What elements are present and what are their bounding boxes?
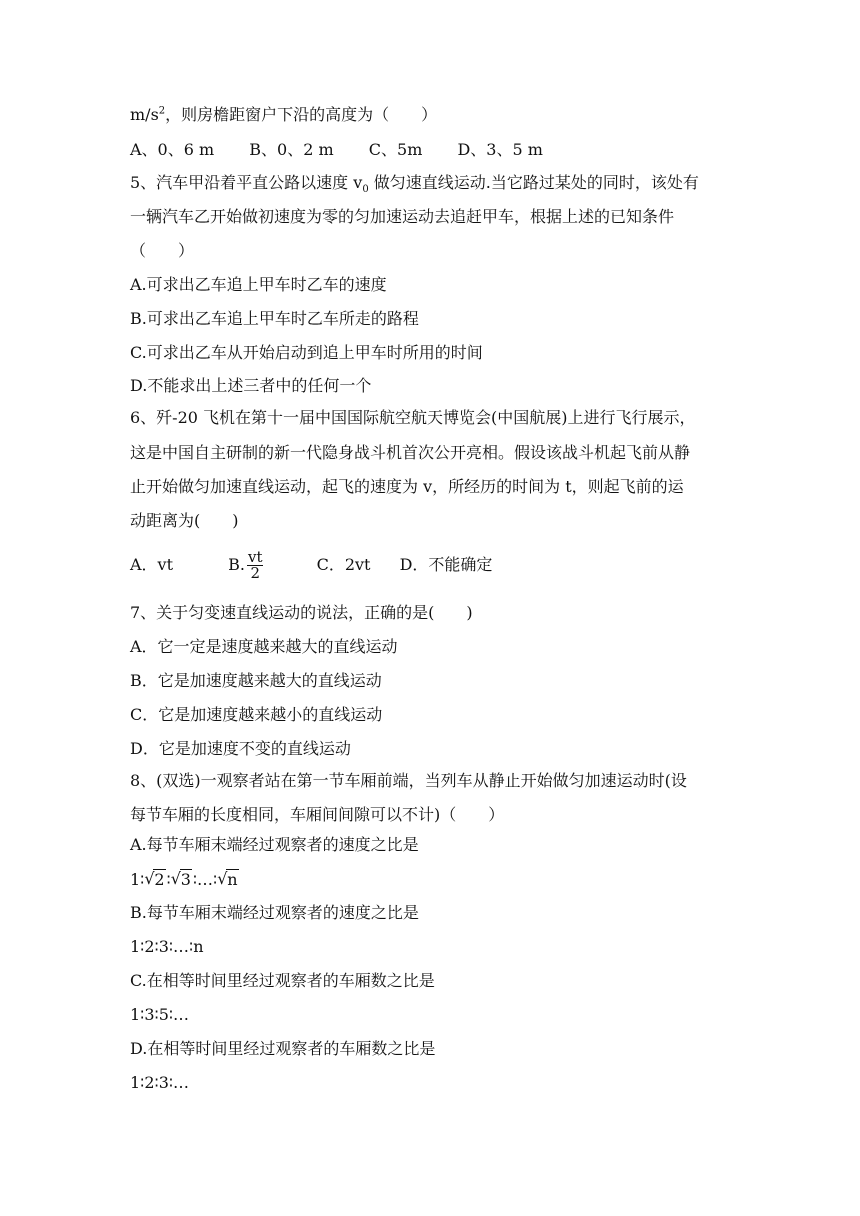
fraction [247, 550, 264, 581]
ratio-sep: ∶ [166, 870, 171, 889]
q5-stem-line-3: （ ） [130, 241, 195, 260]
q7-stem: 7、关于匀变速直线运动的说法，正确的是( ) [130, 603, 473, 622]
q4-stem-text: ，则房檐距窗户下沿的高度为（ ） [165, 105, 438, 124]
q7-option-a[interactable]: A．它一定是速度越来越大的直线运动 [130, 637, 398, 656]
q4-option-b[interactable]: B、0、2 m [249, 140, 334, 159]
sqrt-3 [171, 869, 192, 891]
q8-option-d-ratio: 1∶2∶3∶… [130, 1073, 190, 1092]
radical-sign-icon: √ [144, 869, 155, 888]
q6-option-c[interactable]: C．2vt [316, 555, 371, 574]
q8-stem-line-2: 每节车厢的长度相同，车厢间间隙可以不计)（ ） [130, 805, 505, 824]
q6-option-b[interactable] [228, 550, 263, 581]
q6-stem-line-1: 6、歼-20 飞机在第十一届中国国际航空航天博览会(中国航展)上进行飞行展示， [130, 408, 696, 427]
unit-exponent: 2 [158, 105, 166, 117]
q8-option-a-ratio [130, 869, 240, 891]
q6-stem-line-4: 动距离为( ) [130, 511, 239, 530]
fraction-denominator: 2 [250, 564, 260, 582]
fraction-numerator: vt [247, 548, 263, 566]
q5-option-b[interactable]: B.可求出乙车追上甲车时乙车所走的路程 [130, 309, 419, 328]
q8-option-b-ratio: 1∶2∶3∶…∶n [130, 937, 204, 956]
q8-stem-line-1: 8、(双选)一观察者站在第一节车厢前端，当列车从静止开始做匀加速运动时(设 [130, 771, 687, 790]
q5-option-d[interactable]: D.不能求出上述三者中的任何一个 [130, 376, 372, 395]
q6-options [130, 550, 492, 581]
q5-stem-line-2: 一辆汽车乙开始做初速度为零的匀加速运动去追赶甲车，根据上述的已知条件 [130, 207, 675, 226]
q6-stem-line-2: 这是中国自主研制的新一代隐身战斗机首次公开亮相。假设该战斗机起飞前从静 [130, 443, 691, 462]
q5-option-c[interactable]: C.可求出乙车从开始启动到追上甲车时所用的时间 [130, 343, 483, 362]
radical-sign-icon: √ [217, 869, 228, 888]
q4-option-a[interactable]: A、0、6 m [130, 140, 215, 159]
q6-stem-line-3: 止开始做匀加速直线运动，起飞的速度为 v，所经历的时间为 t，则起飞前的运 [130, 477, 684, 496]
q8-option-d[interactable]: D.在相等时间里经过观察者的车厢数之比是 [130, 1039, 436, 1058]
q7-option-c[interactable]: C．它是加速度越来越小的直线运动 [130, 705, 383, 724]
radicand: 2 [154, 870, 165, 889]
radicand: n [227, 870, 238, 889]
unit-base: m/s [130, 105, 159, 124]
ratio-ellipsis: ∶…∶ [192, 870, 218, 889]
q6-option-d[interactable]: D．不能确定 [399, 555, 493, 574]
q8-option-a[interactable]: A.每节车厢末端经过观察者的速度之比是 [130, 835, 419, 854]
q7-option-b[interactable]: B．它是加速度越来越大的直线运动 [130, 671, 382, 690]
q4-option-c[interactable]: C、5m [368, 140, 423, 159]
q4-option-d[interactable]: D、3、5 m [457, 140, 543, 159]
q5-stem-text-b: 做匀速直线运动.当它路过某处的同时，该处有 [368, 173, 699, 192]
radicand: 3 [180, 870, 191, 889]
radical-sign-icon: √ [170, 869, 181, 888]
q8-option-b[interactable]: B.每节车厢末端经过观察者的速度之比是 [130, 903, 419, 922]
q6-option-b-prefix: B. [228, 555, 245, 574]
q6-option-a[interactable]: A．vt [130, 555, 174, 574]
q8-option-c[interactable]: C.在相等时间里经过观察者的车厢数之比是 [130, 971, 435, 990]
q5-option-a[interactable]: A.可求出乙车追上甲车时乙车的速度 [130, 275, 387, 294]
v0-subscript: 0 [362, 184, 369, 196]
q5-stem-text-a: 5、汽车甲沿着平直公路以速度 v [130, 173, 363, 192]
q7-option-d[interactable]: D．它是加速度不变的直线运动 [130, 739, 351, 758]
q5-stem-line-1 [130, 172, 699, 194]
q4-stem-tail [130, 104, 437, 126]
q4-options [130, 139, 543, 161]
sqrt-n [217, 869, 238, 891]
sqrt-2 [144, 869, 165, 891]
ratio-lead: 1∶ [130, 870, 145, 889]
q8-option-c-ratio: 1∶3∶5∶… [130, 1005, 190, 1024]
